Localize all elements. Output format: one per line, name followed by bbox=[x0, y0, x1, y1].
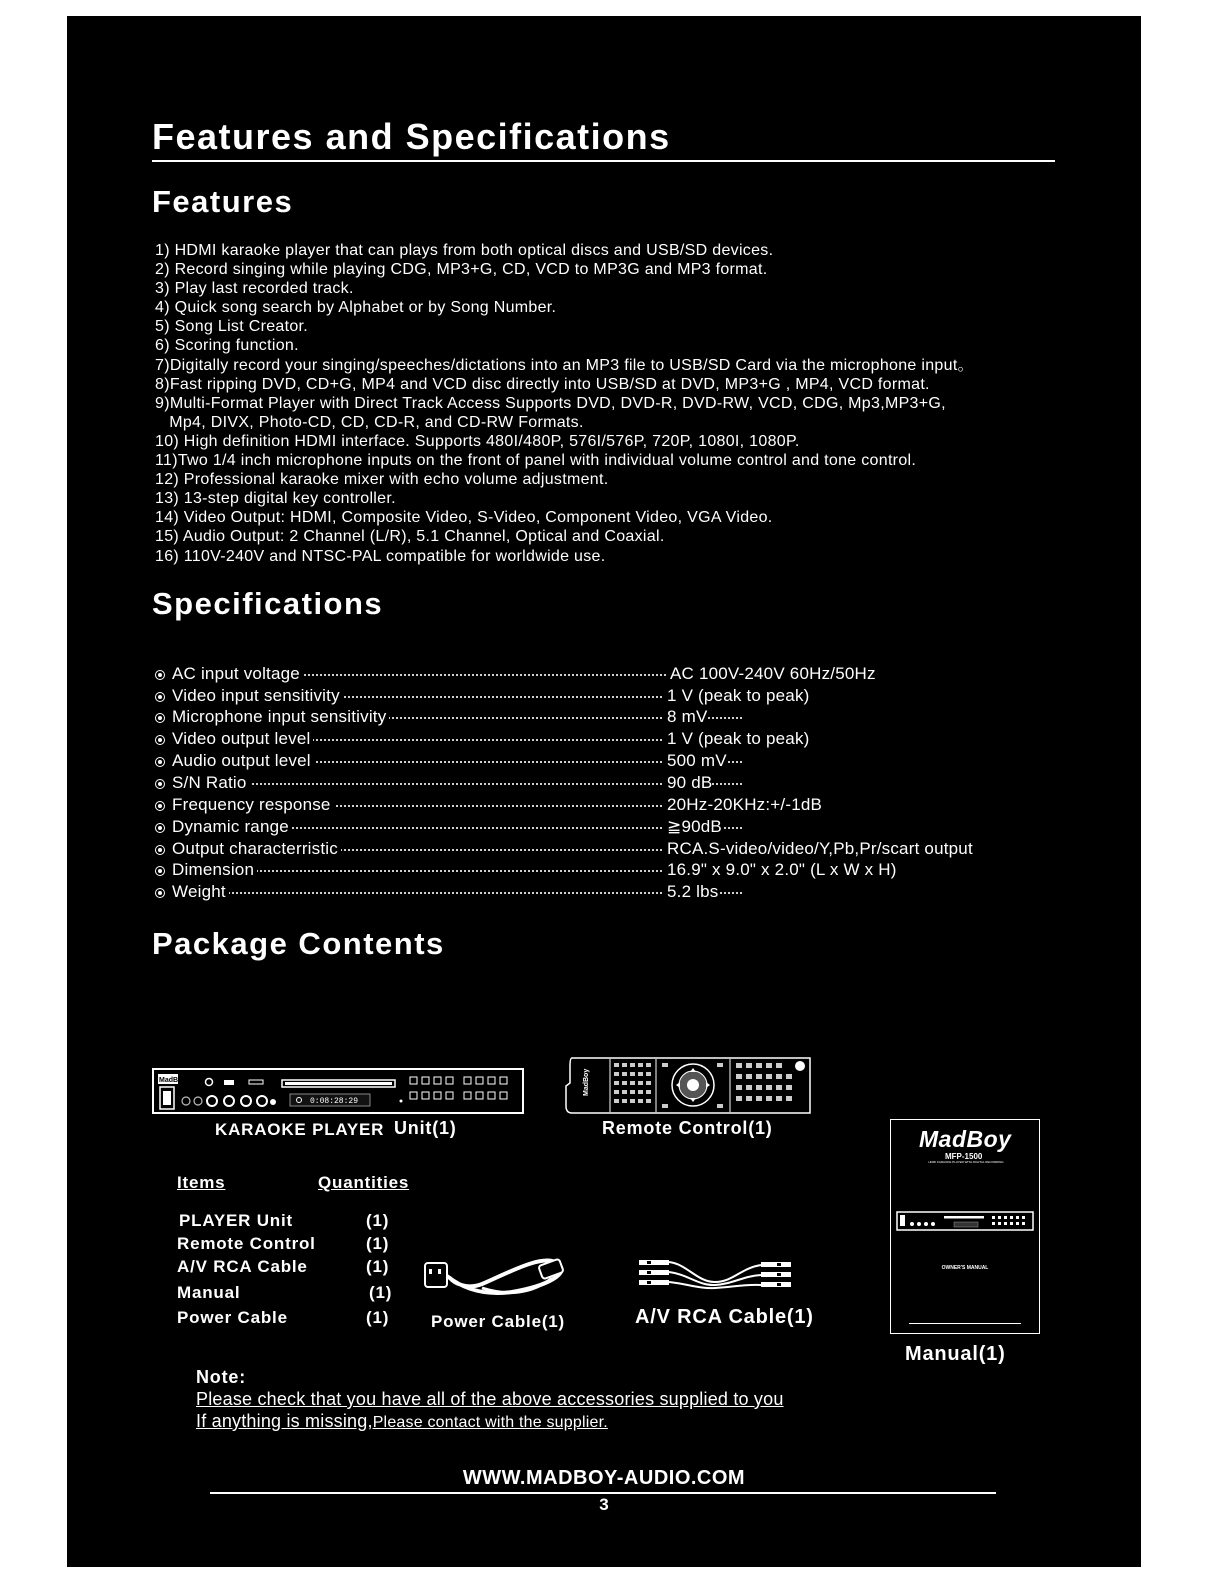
spec-label: Dimension bbox=[172, 860, 257, 880]
feature-item: 4) Quick song search by Alphabet or by Song Number. bbox=[155, 299, 557, 317]
spec-label: AC input voltage bbox=[172, 664, 303, 684]
manual-tagline-text: HDMI KARAOKE PLAYER WITH DIGITAL RECORDING bbox=[928, 1160, 1004, 1164]
title-divider bbox=[152, 160, 1055, 162]
dot-leader bbox=[172, 892, 742, 894]
page-title: Features and Specifications bbox=[152, 116, 671, 157]
item-name: Power Cable bbox=[177, 1308, 288, 1327]
features-list bbox=[155, 241, 1115, 566]
feature-item: 12) Professional karaoke mixer with echo volume adjustment. bbox=[155, 471, 609, 489]
specifications-heading: Specifications bbox=[152, 586, 384, 621]
note-heading: Note: bbox=[196, 1367, 246, 1387]
item-name: Manual bbox=[177, 1283, 241, 1302]
bullet-icon bbox=[155, 801, 165, 811]
spec-row bbox=[155, 666, 1055, 688]
player-brand-text: MadBoy bbox=[159, 1077, 187, 1084]
remote-caption: Remote Control(1) bbox=[602, 1118, 773, 1138]
page-number: 3 bbox=[599, 1495, 609, 1514]
av-rca-cable-image bbox=[637, 1256, 793, 1292]
item-name: A/V RCA Cable bbox=[177, 1257, 308, 1276]
spec-row bbox=[155, 862, 1055, 884]
spec-row bbox=[155, 775, 1055, 797]
player-caption-a: KARAOKE PLAYER bbox=[215, 1120, 385, 1139]
item-name: Remote Control bbox=[177, 1234, 316, 1253]
feature-item: 11)Two 1/4 inch microphone inputs on the front of panel with individual volume control and tone control. bbox=[155, 452, 917, 470]
spec-row bbox=[155, 731, 1055, 753]
spec-value: 1 V (peak to peak) bbox=[663, 729, 810, 749]
bullet-icon bbox=[155, 713, 165, 723]
spec-value: 20Hz-20KHz:+/-1dB bbox=[663, 795, 822, 815]
spec-row bbox=[155, 819, 1055, 841]
av-cable-caption: A/V RCA Cable(1) bbox=[635, 1306, 814, 1328]
spec-value: AC 100V-240V 60Hz/50Hz bbox=[666, 664, 876, 684]
spec-label: Frequency response bbox=[172, 795, 334, 815]
feature-item: 7)Digitally record your singing/speeches/dictations into an MP3 file to USB/SD Card via the microphone input。 bbox=[155, 356, 974, 374]
package-contents-heading: Package Contents bbox=[152, 926, 445, 961]
quantities-header: Quantities bbox=[318, 1173, 410, 1192]
manual-player-image bbox=[896, 1211, 1034, 1231]
spec-label: Microphone input sensitivity bbox=[172, 707, 389, 727]
item-quantity: (1) bbox=[369, 1283, 393, 1302]
manual-page bbox=[67, 16, 1141, 1567]
spec-label: Output characterristic bbox=[172, 839, 341, 859]
item-quantity: (1) bbox=[366, 1234, 390, 1253]
spec-label: Video input sensitivity bbox=[172, 686, 343, 706]
spec-row bbox=[155, 797, 1055, 819]
spec-row bbox=[155, 884, 1055, 906]
spec-label: Dynamic range bbox=[172, 817, 292, 837]
feature-item: 5) Song List Creator. bbox=[155, 318, 309, 336]
items-header: Items bbox=[177, 1173, 226, 1192]
svg-text:MadBoy: MadBoy bbox=[583, 1068, 590, 1096]
item-quantity: (1) bbox=[366, 1257, 390, 1276]
spec-value: 500 mV bbox=[663, 751, 727, 771]
item-quantity: (1) bbox=[366, 1308, 390, 1327]
spec-label: S/N Ratio bbox=[172, 773, 250, 793]
spec-value: 1 V (peak to peak) bbox=[663, 686, 810, 706]
spec-row bbox=[155, 709, 1055, 731]
spec-value: ≧90dB bbox=[663, 817, 722, 837]
spec-value: 16.9" x 9.0" x 2.0" (L x W x H) bbox=[663, 860, 897, 880]
spec-label: Weight bbox=[172, 882, 229, 902]
bullet-icon bbox=[155, 823, 165, 833]
spec-value: 5.2 lbs bbox=[663, 882, 719, 902]
manual-caption: Manual(1) bbox=[905, 1343, 1006, 1365]
footer-url: WWW.MADBOY-AUDIO.COM bbox=[462, 1467, 746, 1489]
remote-control-image bbox=[564, 1056, 814, 1116]
feature-item: 1) HDMI karaoke player that can plays from both optical discs and USB/SD devices. bbox=[155, 242, 774, 259]
feature-item: 3) Play last recorded track. bbox=[155, 280, 354, 298]
bullet-icon bbox=[155, 757, 165, 767]
note-line-2a: If anything is missing, bbox=[196, 1411, 373, 1431]
feature-item: 2) Record singing while playing CDG, MP3+G, CD, VCD to MP3G and MP3 format. bbox=[155, 261, 768, 279]
karaoke-player-image bbox=[152, 1068, 524, 1114]
item-name: PLAYER Unit bbox=[179, 1211, 293, 1230]
feature-item: 13) 13-step digital key controller. bbox=[155, 490, 396, 508]
footer-divider bbox=[210, 1492, 996, 1494]
bullet-icon bbox=[155, 692, 165, 702]
power-cable-image bbox=[422, 1248, 572, 1303]
power-cable-caption: Power Cable(1) bbox=[431, 1312, 566, 1331]
bullet-icon bbox=[155, 779, 165, 789]
player-caption-b: Unit(1) bbox=[394, 1118, 457, 1138]
manual-model-text: MFP-1500 bbox=[945, 1152, 983, 1161]
note-line-2 bbox=[196, 1411, 608, 1432]
note-line-2b: Please contact with the supplier. bbox=[372, 1414, 608, 1431]
feature-item: 10) High definition HDMI interface. Supports 480I/480P, 576I/576P, 720P, 1080I, 1080P. bbox=[155, 432, 800, 450]
dot-leader bbox=[172, 783, 742, 785]
spec-value: RCA.S-video/video/Y,Pb,Pr/scart output bbox=[663, 839, 973, 859]
feature-item: 14) Video Output: HDMI, Composite Video, S-Video, Component Video, VGA Video. bbox=[155, 509, 773, 527]
player-display-text: 0:08:28:29 bbox=[310, 1097, 359, 1106]
spec-value: 8 mV bbox=[663, 707, 707, 727]
manual-cover-image bbox=[890, 1119, 1040, 1334]
manual-label-text: OWNER'S MANUAL bbox=[941, 1265, 989, 1271]
feature-item: Mp4, DIVX, Photo-CD, CD, CD-R, and CD-RW Formats. bbox=[155, 413, 584, 431]
bullet-icon bbox=[155, 735, 165, 745]
note-line-1: Please check that you have all of the above accessories supplied to you bbox=[196, 1389, 784, 1409]
bullet-icon bbox=[155, 866, 165, 876]
spec-label: Video output level bbox=[172, 729, 313, 749]
feature-item: 8)Fast ripping DVD, CD+G, MP4 and VCD disc directly into USB/SD at DVD, MP3+G , MP4, VCD format. bbox=[155, 375, 930, 393]
manual-brand-text: MadBoy bbox=[919, 1126, 1012, 1152]
dot-leader bbox=[172, 870, 742, 872]
bullet-icon bbox=[155, 670, 165, 680]
spec-value: 90 dB bbox=[663, 773, 712, 793]
feature-item: 15) Audio Output: 2 Channel (L/R), 5.1 Channel, Optical and Coaxial. bbox=[155, 528, 665, 546]
spec-row bbox=[155, 841, 1055, 863]
features-heading: Features bbox=[152, 184, 294, 219]
feature-item: 6) Scoring function. bbox=[155, 337, 299, 355]
feature-item: 9)Multi-Format Player with Direct Track Access Supports DVD, DVD-R, DVD-RW, VCD, CDG, Mp3,MP3+G, bbox=[155, 394, 946, 412]
manual-cover-rule bbox=[909, 1323, 1021, 1324]
spec-row bbox=[155, 753, 1055, 775]
bullet-icon bbox=[155, 845, 165, 855]
item-quantity: (1) bbox=[366, 1211, 390, 1230]
bullet-icon bbox=[155, 888, 165, 898]
feature-item: 16) 110V-240V and NTSC-PAL compatible for worldwide use. bbox=[155, 547, 606, 565]
spec-label: Audio output level bbox=[172, 751, 314, 771]
